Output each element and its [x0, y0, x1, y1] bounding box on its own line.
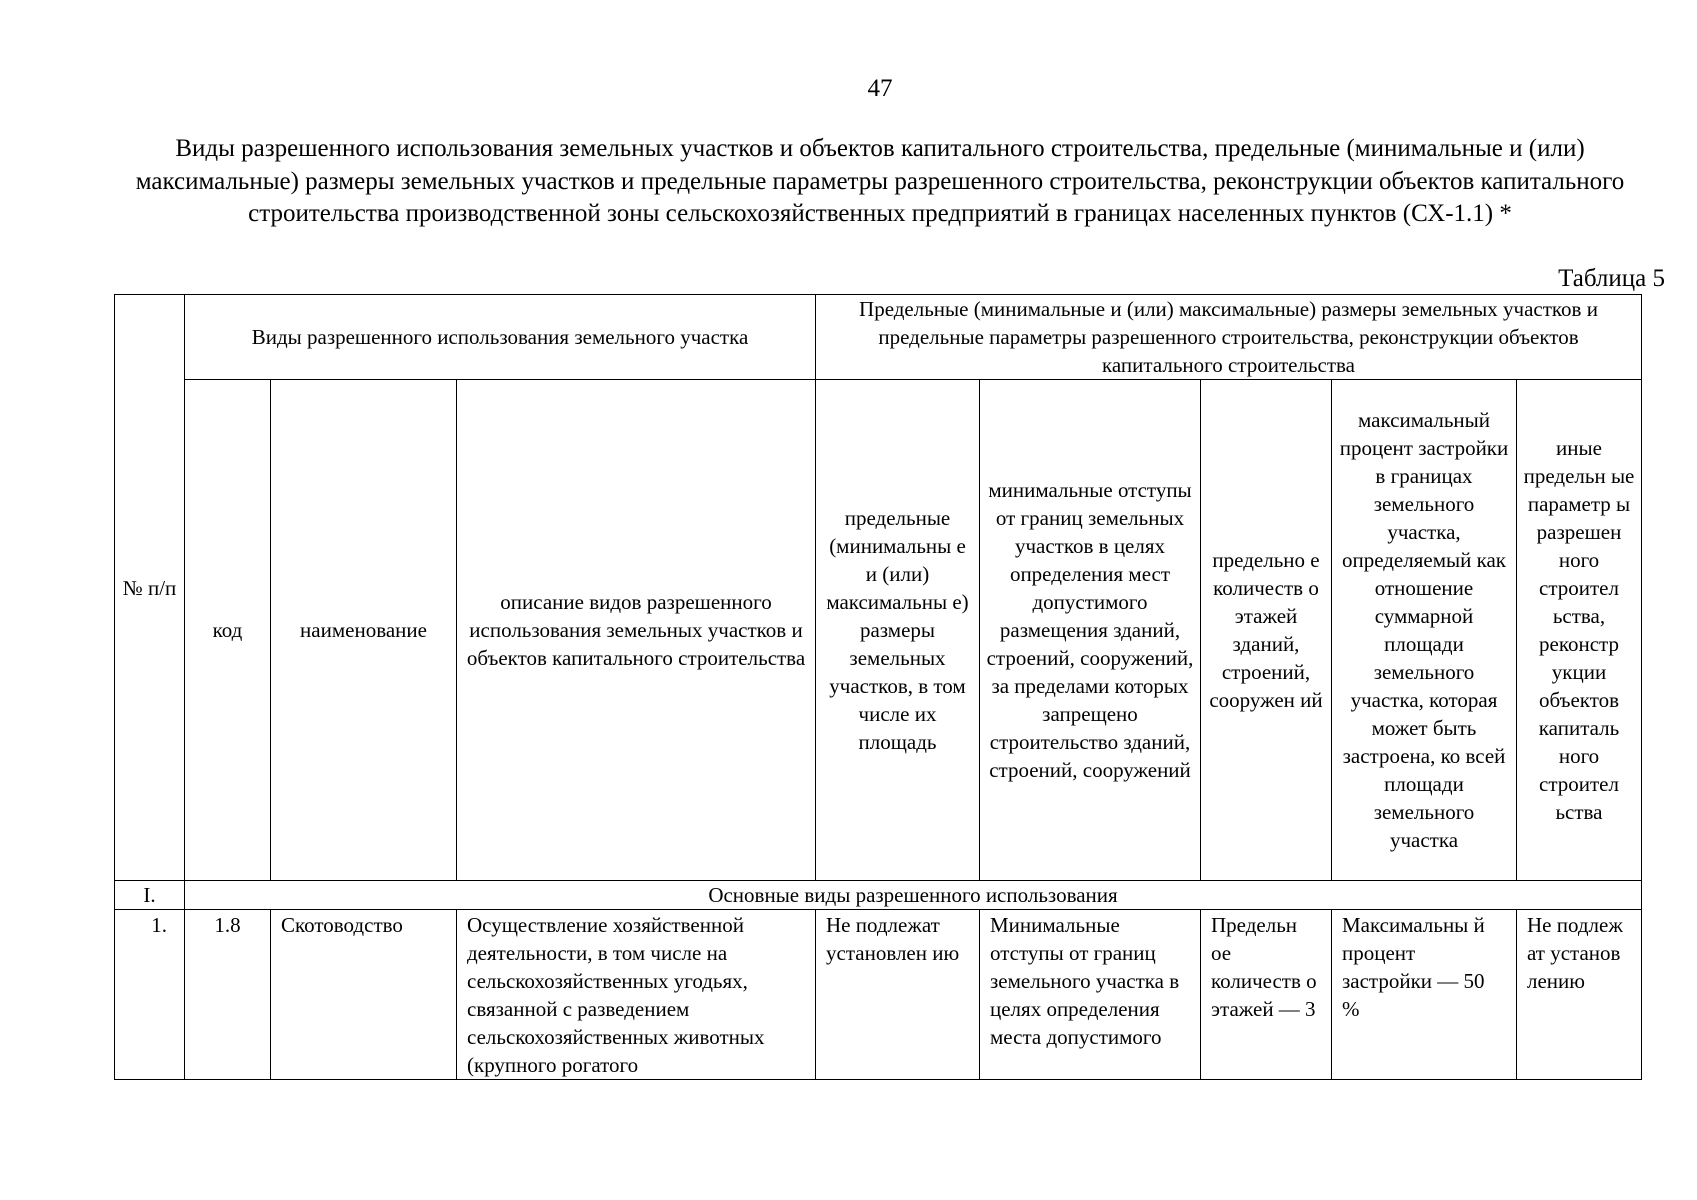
header-num: № п/п: [115, 295, 185, 881]
header-name: наименование: [271, 380, 457, 881]
header-coverage: максимальный процент застройки в границах земельного участка, определяемый как отношение суммарной площади земельного участка, которая может быть застроена, ко всей площади земельного участка: [1332, 380, 1517, 881]
header-row-top: [115, 295, 1642, 380]
table-label: Таблица 5: [1558, 265, 1665, 292]
header-group-parameters: Предельные (минимальные и (или) максимальные) размеры земельных участков и предельные параметры разрешенного строительства, реконструкции объектов капитального строительства: [816, 295, 1642, 380]
row-coverage: Максимальны й процент застройки — 50 %: [1332, 910, 1517, 1080]
document-title: Виды разрешенного использования земельных участков и объектов капитального строительства, предельные (минимальные и (или) максимальные) размеры земельных участков и предельные параметры разрешенного строительства, реконструкции объектов капитального строительства производственной зоны сельскохозяйственных предприятий в границах населенных пунктов (СХ-1.1) *: [135, 135, 1625, 227]
row-setbacks: Минимальные отступы от границ земельного участка в целях определения места допустимого: [980, 910, 1201, 1080]
header-code: код: [185, 380, 271, 881]
table-row: [115, 910, 1642, 1080]
row-other: Не подлеж ат установ лению: [1517, 910, 1642, 1080]
row-num: 1.: [115, 910, 185, 1080]
row-description: Осуществление хозяйственной деятельности, в том числе на сельскохозяйственных угодьях, связанной с разведением сельскохозяйственных животных (крупного рогатого: [457, 910, 816, 1080]
row-name: Скотоводство: [271, 910, 457, 1080]
header-group-land-use: Виды разрешенного использования земельного участка: [185, 295, 816, 380]
row-floors: Предельн ое количеств о этажей — 3: [1201, 910, 1332, 1080]
header-row-sub: [115, 380, 1642, 881]
header-setbacks: минимальные отступы от границ земельных участков в целях определения мест допустимого размещения зданий, строений, сооружений, за пределами которых запрещено строительство зданий, строений, сооружений: [980, 380, 1201, 881]
header-floors: предельно е количеств о этажей зданий, строений, сооружен ий: [1201, 380, 1332, 881]
section-title: Основные виды разрешенного использования: [185, 881, 1642, 910]
header-size: предельные (минимальны е и (или) максимальны е) размеры земельных участков, в том числе их площадь: [816, 380, 980, 881]
section-row: [115, 881, 1642, 910]
header-other: иные предельн ые параметр ы разрешен ного строител ьства, реконстр укции объектов капиталь ного строител ьства: [1517, 380, 1642, 881]
land-use-table: [114, 294, 1642, 1080]
section-num: I.: [115, 881, 185, 910]
page-number: 47: [867, 75, 893, 102]
row-code: 1.8: [185, 910, 271, 1080]
row-size: Не подлежат установлен ию: [816, 910, 980, 1080]
header-description: описание видов разрешенного использования земельных участков и объектов капитального строительства: [457, 380, 816, 881]
